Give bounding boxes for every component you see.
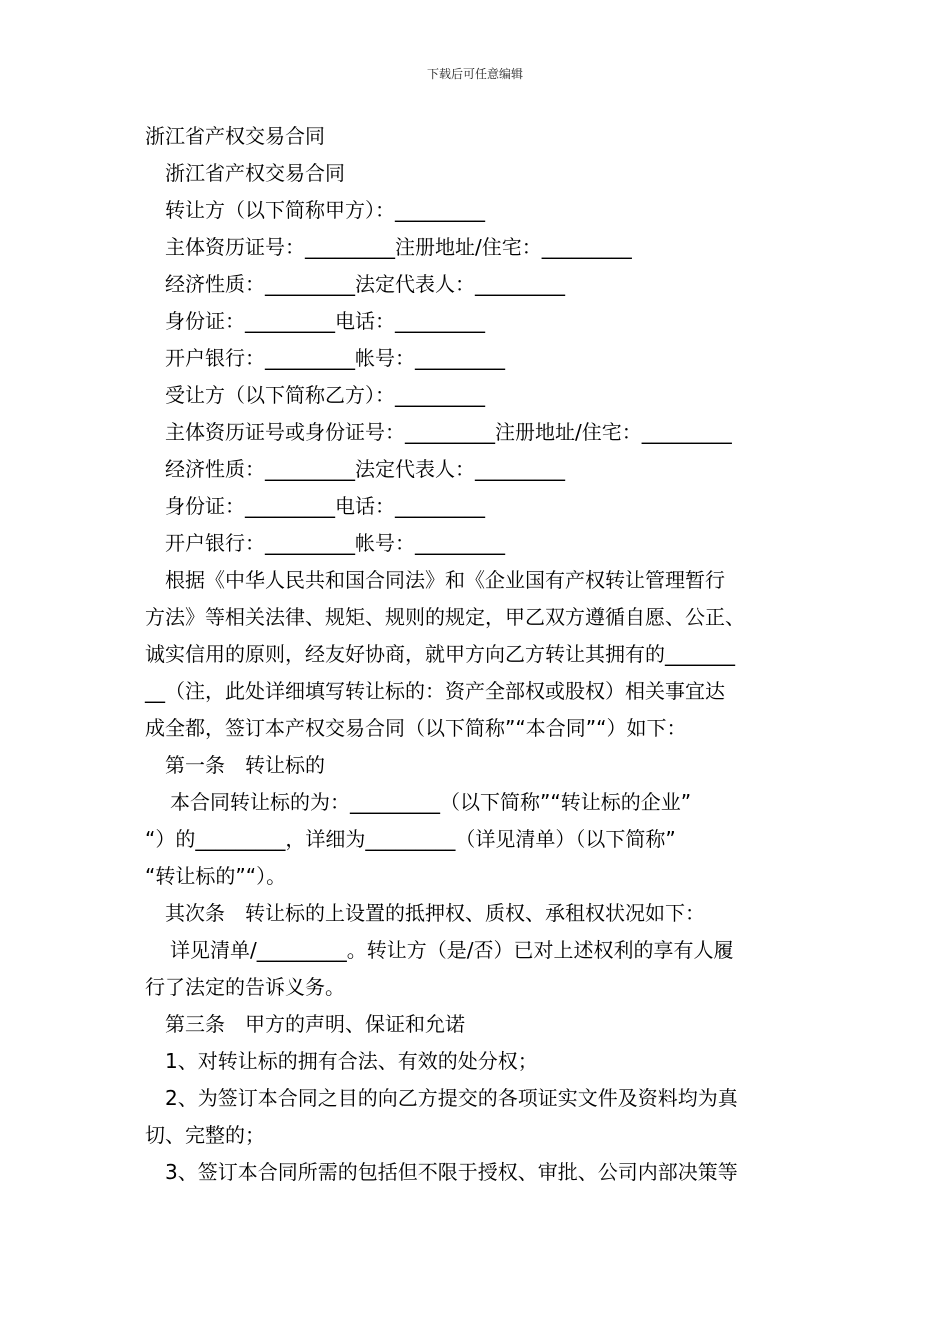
preamble-line: 诚实信用的原则，经友好协商，就甲方向乙方转让其拥有的_______ xyxy=(145,642,735,666)
preamble-line: __（注，此处详细填写转让标的：资产全部权或股权）相关事宜达 xyxy=(145,679,725,703)
page-header-note: 下载后可任意编辑 xyxy=(426,67,523,81)
transferee-idcard-phone-line: 身份证：_________电话：_________ xyxy=(165,494,485,518)
article-1-text: “）的_________，详细为_________（详见清单）（以下简称” xyxy=(145,827,676,851)
transferee-bank-line: 开户银行：_________帐号：_________ xyxy=(165,531,505,555)
transferor-id-address-line: 主体资历证号：_________注册地址/住宅：_________ xyxy=(165,235,632,259)
article-1-text: 本合同转让标的为：_________（以下简称”“转让标的企业” xyxy=(170,790,692,814)
transferee-nature-rep-line: 经济性质：_________法定代表人：_________ xyxy=(165,457,565,481)
article-2-text: 详见清单/_________。转让方（是/否）已对上述权利的享有人履 xyxy=(170,938,734,962)
document-title: 浙江省产权交易合同 xyxy=(145,124,325,148)
article-3-heading: 第三条 甲方的声明、保证和允诺 xyxy=(165,1012,465,1036)
article-3-item-2: 切、完整的； xyxy=(145,1123,265,1147)
transferee-id-address-line: 主体资历证号或身份证号：_________注册地址/住宅：_________ xyxy=(165,420,732,444)
transferor-idcard-phone-line: 身份证：_________电话：_________ xyxy=(165,309,485,333)
article-3-item-2: 2、为签订本合同之目的向乙方提交的各项证实文件及资料均为真 xyxy=(165,1086,738,1110)
document-subtitle: 浙江省产权交易合同 xyxy=(165,161,345,185)
transferor-line: 转让方（以下简称甲方）：_________ xyxy=(165,198,485,222)
article-1-heading: 第一条 转让标的 xyxy=(165,753,325,777)
preamble-line: 方法》等相关法律、规矩、规则的规定，甲乙双方遵循自愿、公正、 xyxy=(145,605,745,629)
transferor-nature-rep-line: 经济性质：_________法定代表人：_________ xyxy=(165,272,565,296)
article-1-text: “转让标的”“）。 xyxy=(145,864,287,888)
article-3-item-3: 3、签订本合同所需的包括但不限于授权、审批、公司内部决策等 xyxy=(165,1160,738,1184)
transferor-bank-line: 开户银行：_________帐号：_________ xyxy=(165,346,505,370)
article-3-item-1: 1、对转让标的拥有合法、有效的处分权； xyxy=(165,1049,538,1073)
transferee-line: 受让方（以下简称乙方）：_________ xyxy=(165,383,485,407)
article-2-text: 行了法定的告诉义务。 xyxy=(145,975,345,999)
preamble-line: 成全都，签订本产权交易合同（以下简称”“本合同”“）如下： xyxy=(145,716,687,740)
article-2-heading: 其次条 转让标的上设置的抵押权、质权、承租权状况如下： xyxy=(165,901,705,925)
contract-body xyxy=(145,118,825,1191)
preamble-line: 根据《中华人民共和国合同法》和《企业国有产权转让管理暂行 xyxy=(165,568,725,592)
